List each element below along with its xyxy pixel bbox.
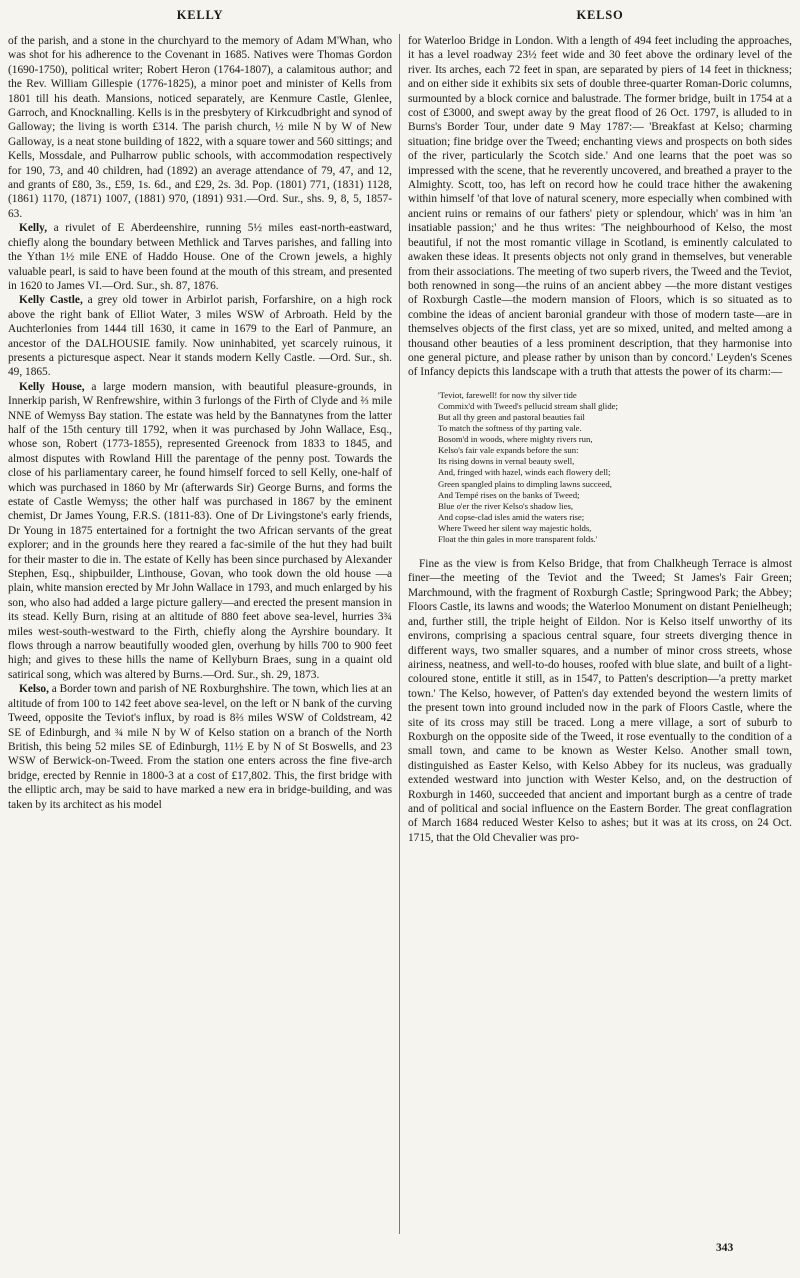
entry-kelly-castle	[8, 293, 392, 379]
poem-line: But all thy green and pastoral beauties fail	[438, 411, 585, 422]
running-head-left: KELLY	[176, 8, 224, 22]
entry-kelso	[8, 682, 392, 812]
poem-line: Green spangled plains to dimpling lawns succeed,	[438, 478, 612, 489]
page-header	[0, 8, 800, 26]
poem-line: And, fringed with hazel, winds each flowery dell;	[438, 467, 611, 478]
column-divider	[399, 34, 400, 1234]
kells-continued-paragraph: of the parish, and a stone in the churchyard to the memory of Adam M'Whan, who was shot for his adherence to the Covenant in 1685. Natives were Thomas Gordon (1690-1750), political writer; Robert Heron (1764-1807), a calamitous author; and the Rev. William Gillespie (1776-1825), a minor poet and minister of Kells from 1801 till his death. Mansions, noticed separately, are Kenmure Castle, Glenlee, Garroch, and Knocknalling. Kells is in the presbytery of Kirkcudbright and synod of Galloway; the living is worth £314. The parish church, ½ mile N by W of New Galloway, is a neat stone building of 1822, with a square tower and 560 sittings; and Kells, Mossdale, and Pulharrow public schools, with accommodation respectively for 190, 73, and 40 children, had (1892) an average attendance of 79, 47, and 12, and grants of £80, 3s., £59, 1s. 6d., and £29, 2s. 3d. Pop. (1801) 771, (1831) 1128, (1861) 1170, (1871) 1007, (1881) 970, (1891) 931.—Ord. Sur., shs. 9, 8, 5, 1857-63.	[8, 35, 392, 220]
running-head-right: KELSO	[576, 8, 624, 22]
entry-headword: Kelso,	[19, 683, 49, 696]
poem-line: 'Teviot, farewell! for now thy silver tide	[438, 389, 577, 400]
entry-kelly-rivulet	[8, 221, 392, 293]
poem-line: And Tempé rises on the banks of Tweed;	[438, 489, 580, 500]
entry-headword: Kelly Castle,	[19, 294, 83, 307]
entry-kelly-house	[8, 380, 392, 683]
page-number: 343	[716, 1242, 734, 1254]
poem-line: Commix'd with Tweed's pellucid stream shall glide;	[438, 400, 618, 411]
entry-text: a rivulet of E Aberdeenshire, running 5½ miles east-north-eastward, chiefly along the boundary between Methlick and Tarves parishes, and falling into the Ythan 1½ mile ENE of Haddo House. One of the Crown jewels, a highly valuable pearl, is said to have been found at the mouth of this stream, and presented in 1620 to James VI.—Ord. Sur., sh. 87, 1876.	[8, 222, 392, 292]
entry-headword: Kelly House,	[19, 380, 85, 393]
poem-line: Where Tweed her silent way majestic holds,	[438, 522, 592, 533]
poem-quotation	[438, 390, 792, 545]
poem-line: Kelso's fair vale expands before the sun:	[438, 445, 579, 456]
poem-line: Bosom'd in woods, where mighty rivers run,	[438, 434, 593, 445]
poem-line: Float the thin gales in more transparent folds.'	[438, 533, 598, 544]
poem-line: And copse-clad isles amid the waters rise;	[438, 511, 585, 522]
entry-headword: Kelly,	[19, 222, 48, 235]
entry-text: a grey old tower in Arbirlot parish, Forfarshire, on a high rock above the right bank of Elliot Water, 3 miles WSW of Arbroath. Held by the Auchterlonies from 1444 till 1630, it came in 1679 to the Earl of Panmure, an ancestor of the DALHOUSIE family. Now uninhabited, yet scarcely ruinous, it presents a picturesque aspect. Near it stands modern Kelly Castle. —Ord. Sur., sh. 49, 1865.	[8, 294, 392, 379]
poem-line: Blue o'er the river Kelso's shadow lies,	[438, 500, 574, 511]
entry-text: a large modern mansion, with beautiful pleasure-grounds, in Innerkip parish, W Renfrewshire, within 3 furlongs of the Firth of Clyde and ⅔ mile NNE of Wemyss Bay station. The estate was held by the Bannatynes from the latter half of the 15th century till 1792, when it was purchased by John Wallace, Esq., whose son, Robert (1773-1855), represented Greenock from 1833 to 1845, and almost disputes with Rowland Hill the parentage of the penny post. Towards the close of his parliamentary career, he found himself forced to sell Kelly, one-half of which was purchased in 1860 by Mr (afterwards Sir) George Burns, and forms the estate of Castle Wemyss; the other half was purchased in 1867 by the eminent chemist, Dr James Young, F.R.S. (1811-83). One of Dr Livingstone's early friends, Dr Young in 1875 entertained for a fortnight the two African servants of the great explorer; and in the grounds here they reared a fac-simile of the hut they had built for their master to die in. The estate of Kelly has been since purchased by Alexander Stephen, Esq., shipbuilder, Linthouse, Govan, who took down the old house —a plain, white mansion erected by Mr John Wallace in 1793, and much enlarged by his son, who also had added a large picture gallery—and erected the present mansion in its stead. Kelly Burn, rising at an altitude of 880 feet above sea-level, hurries 3¾ miles west-south-westward to the Firth, chiefly along the Ayrshire boundary. It flows through a narrow beautifully wooded glen, overhung by hills 700 to 900 feet high; and gives to these hills the name of Kellyburn Braes, sung in a quaint old satirical song, which was altered by Burns.—Ord. Sur., sh. 29, 1873.	[8, 380, 392, 681]
entry-text: a Border town and parish of NE Roxburghshire. The town, which lies at an altitude of from 100 to 142 feet above sea-level, on the left or N bank of the curving Tweed, opposite the Teviot's influx, by road is 8⅔ miles WSW of Coldstream, 42 SE of Edinburgh, and ¾ mile N by W of Kelso station on a branch of the North British, this being 52 miles SE of Edinburgh, 11½ E by N of St Boswells, and 23 WSW of Berwick-on-Tweed. From the station one enters across the fine five-arch bridge, erected by Rennie in 1800-3 at a cost of £17,802. This, the first bridge with the elliptic arch, may be said to have marked a new era in bridge-building, and was taken by its architect as his model	[8, 683, 392, 811]
kelso-view-paragraph: Fine as the view is from Kelso Bridge, that from Chalkheugh Terrace is almost finer—the meeting of the Teviot and the Tweed; St James's Fair Green; Marchmound, with the fragment of Roxburgh Castle; Springwood Park; the Abbey; Floors Castle, its lawns and woods; the Waterloo Monument on distant Penielheugh; and, further still, the triple height of Eildon. Nor is Kelso itself unworthy of its environs, comprising a spacious central square, four streets diverging thence in different ways, two smaller squares, and a number of minor cross streets, whose airiness, neatness, and well-to-do houses, roofed with blue slate, and built of a light-coloured stone, entitle it still, as in 1547, to Patten's description—'a pretty market town.' The Kelso, however, of Patten's day extended beyond the western limits of the present town into ground included now in the park of Floors Castle, where the site of its cross may still be traced. Long a mere village, a sort of suburb to Roxburgh on the opposite side of the Tweed, it rose eventually to the condition of a small town, and came to be known as Wester Kelso. Another small town, distinguished as Easter Kelso, with Kelso Abbey for its nucleus, was gradually extended westward into junction with Wester Kelso, and, on the destruction of Roxburgh in 1460, succeeded that ancient and important burgh as a centre of trade and of political and social influence on the Eastern Border. The great conflagration of March 1684 reduced Wester Kelso to ashes; but it was at its cross, on 24 Oct. 1715, that the Old Chevalier was pro-	[408, 558, 792, 844]
poem-line: Its rising downs in vernal beauty swell,	[438, 456, 575, 467]
poem-line: To match the softness of thy parting vale.	[438, 423, 582, 434]
right-column	[408, 34, 792, 1234]
left-column	[8, 34, 392, 1234]
kelso-continued-paragraph: for Waterloo Bridge in London. With a length of 494 feet including the approaches, it has a level roadway 23½ feet wide and 30 feet above the ordinary level of the river. Its arches, each 72 feet in span, are separated by piers of 14 feet in thickness; and on either side it exhibits six sets of double three-quarter Roman-Doric columns, surmounted by a block cornice and balustrade. The former bridge, built in 1754 at a cost of £3000, and swept away by the great flood of 26 Oct. 1797, is alluded to in Burns's Border Tour, under date 9 May 1787:— 'Breakfast at Kelso; charming situation; fine bridge over the Tweed; enchanting views and prospects on both sides of the river, particularly the Scotch side.' And one learns that the poet was so impressed with the scene, that he reverently uncovered, and breathed a prayer to the Almighty. Scott, too, has left on record how he could trace hither the awakening within himself 'of that love of natural scenery, more especially when combined with ancient ruins or remains of our fathers' piety or splendour, which' was in him 'an insatiable passion;' and he thus writes: 'The neighbourhood of Kelso, the most beautiful, if not the most romantic village in Scotland, is eminently calculated to awaken these ideas. It presents objects not only grand in themselves, but venerable from their associations. The meeting of two superb rivers, the Tweed and the Teviot, both renowned in song—the ruins of an ancient abbey —the more distant vestiges of Roxburgh Castle—the modern mansion of Floors, which is so situated as to combine the ideas of ancient baronial grandeur with those of modern taste—are in themselves objects of the first class, yet are so mixed, united, and melted among a thousand other beauties of a less prominent description, that they harmonise into one general picture, and please rather by unison than by concord.' Leyden's Scenes of Infancy depicts this landscape with a truth that attests the power of its charm:—	[408, 35, 792, 379]
